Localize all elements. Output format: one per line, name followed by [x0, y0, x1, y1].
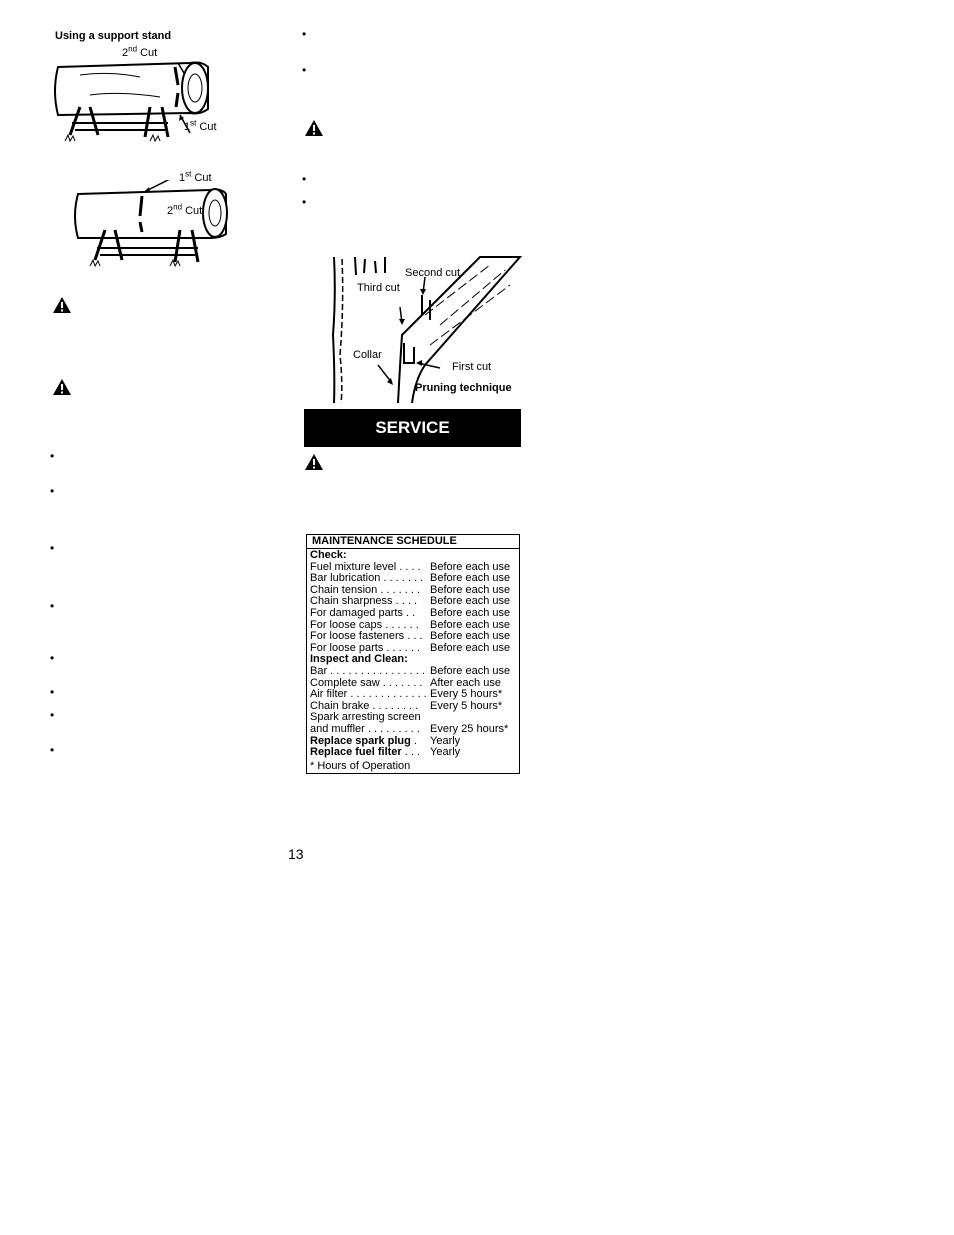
inspect-list	[310, 666, 519, 712]
bullet-point: •	[302, 172, 307, 186]
pruning-second-cut-label: Second cut	[405, 267, 461, 279]
schedule-frequency: Before each use	[430, 664, 511, 677]
service-section-header	[304, 409, 521, 447]
replace-spark-plug-item: Replace spark plug .	[310, 735, 417, 747]
warning-icon	[304, 119, 324, 137]
pruning-first-cut-label: First cut	[452, 361, 492, 373]
pruning-collar-label: Collar	[353, 349, 382, 361]
schedule-item: Chain tension . . . . . . .	[310, 584, 421, 596]
schedule-frequency: Every 5 hours*	[430, 699, 503, 712]
schedule-row	[310, 689, 519, 701]
schedule-item: Fuel mixture level . . . .	[310, 561, 421, 573]
check-list	[310, 562, 519, 655]
schedule-frequency: Every 5 hours*	[430, 688, 503, 701]
warning-icon	[52, 378, 72, 396]
schedule-item: For loose fasteners . . .	[310, 631, 423, 643]
schedule-item: For damaged parts . .	[310, 607, 416, 619]
fig2-second-cut-label: 2nd Cut	[167, 202, 203, 217]
page-number: 13	[288, 846, 304, 862]
schedule-footnote: * Hours of Operation	[310, 759, 411, 772]
warning-icon	[52, 296, 72, 314]
bullet-point: •	[50, 651, 55, 665]
fig2-first-cut-label: 1st Cut	[179, 169, 212, 184]
schedule-frequency: Before each use	[430, 572, 511, 585]
bullet-point: •	[302, 195, 307, 209]
pruning-caption: Pruning technique	[415, 382, 512, 394]
schedule-row	[310, 724, 519, 736]
schedule-item: Air filter . . . . . . . . . . . . .	[310, 689, 427, 701]
schedule-frequency: After each use	[430, 676, 501, 689]
bullet-point: •	[302, 63, 307, 77]
warning-icon	[304, 453, 324, 471]
replace-spark-plug-frequency: Yearly	[430, 734, 461, 747]
bullet-point: •	[50, 685, 55, 699]
schedule-frequency: Before each use	[430, 618, 511, 631]
schedule-row	[310, 747, 519, 759]
schedule-item: Bar lubrication . . . . . . .	[310, 573, 424, 585]
schedule-item: Bar . . . . . . . . . . . . . . . .	[310, 665, 425, 677]
bullet-point: •	[50, 599, 55, 613]
schedule-row	[310, 631, 519, 643]
schedule-row	[310, 666, 519, 678]
schedule-row	[310, 736, 519, 748]
spark-arresting-item: Spark arresting screen	[310, 711, 421, 724]
schedule-frequency: Before each use	[430, 583, 511, 596]
support-stand-heading: Using a support stand	[55, 30, 172, 42]
replace-fuel-filter-item: Replace fuel filter . . .	[310, 747, 421, 759]
muffler-item: and muffler . . . . . . . . .	[310, 723, 420, 735]
muffler-frequency: Every 25 hours*	[430, 722, 509, 735]
replace-fuel-filter-frequency: Yearly	[430, 746, 461, 759]
service-title: SERVICE	[375, 418, 450, 437]
schedule-frequency: Before each use	[430, 606, 511, 619]
bullet-point: •	[50, 541, 55, 555]
bullet-point: •	[302, 27, 307, 41]
bullet-point: •	[50, 449, 55, 463]
schedule-frequency: Before each use	[430, 595, 511, 608]
bullet-point: •	[50, 743, 55, 757]
pruning-third-cut-label: Third cut	[357, 282, 400, 294]
bullet-point: •	[50, 708, 55, 722]
schedule-item: Chain brake . . . . . . . .	[310, 700, 419, 712]
check-heading: Check:	[310, 549, 347, 561]
support-stand-figure-2	[70, 180, 240, 270]
schedule-frequency: Before each use	[430, 641, 511, 654]
schedule-item: Chain sharpness . . . .	[310, 596, 417, 608]
schedule-frequency: Before each use	[430, 560, 511, 573]
bullet-point: •	[50, 484, 55, 498]
schedule-item: For loose parts . . . . . .	[310, 642, 421, 654]
schedule-row	[310, 608, 519, 620]
schedule-item: For loose caps . . . . . .	[310, 619, 419, 631]
schedule-frequency: Before each use	[430, 630, 511, 643]
fig1-second-cut-label: 2nd Cut	[122, 44, 158, 59]
maintenance-schedule-table	[306, 534, 520, 774]
fig1-first-cut-label: 1st Cut	[184, 118, 217, 133]
inspect-heading: Inspect and Clean:	[310, 653, 408, 666]
schedule-item: Complete saw . . . . . . .	[310, 677, 423, 689]
maintenance-schedule-title: MAINTENANCE SCHEDULE	[307, 535, 519, 549]
